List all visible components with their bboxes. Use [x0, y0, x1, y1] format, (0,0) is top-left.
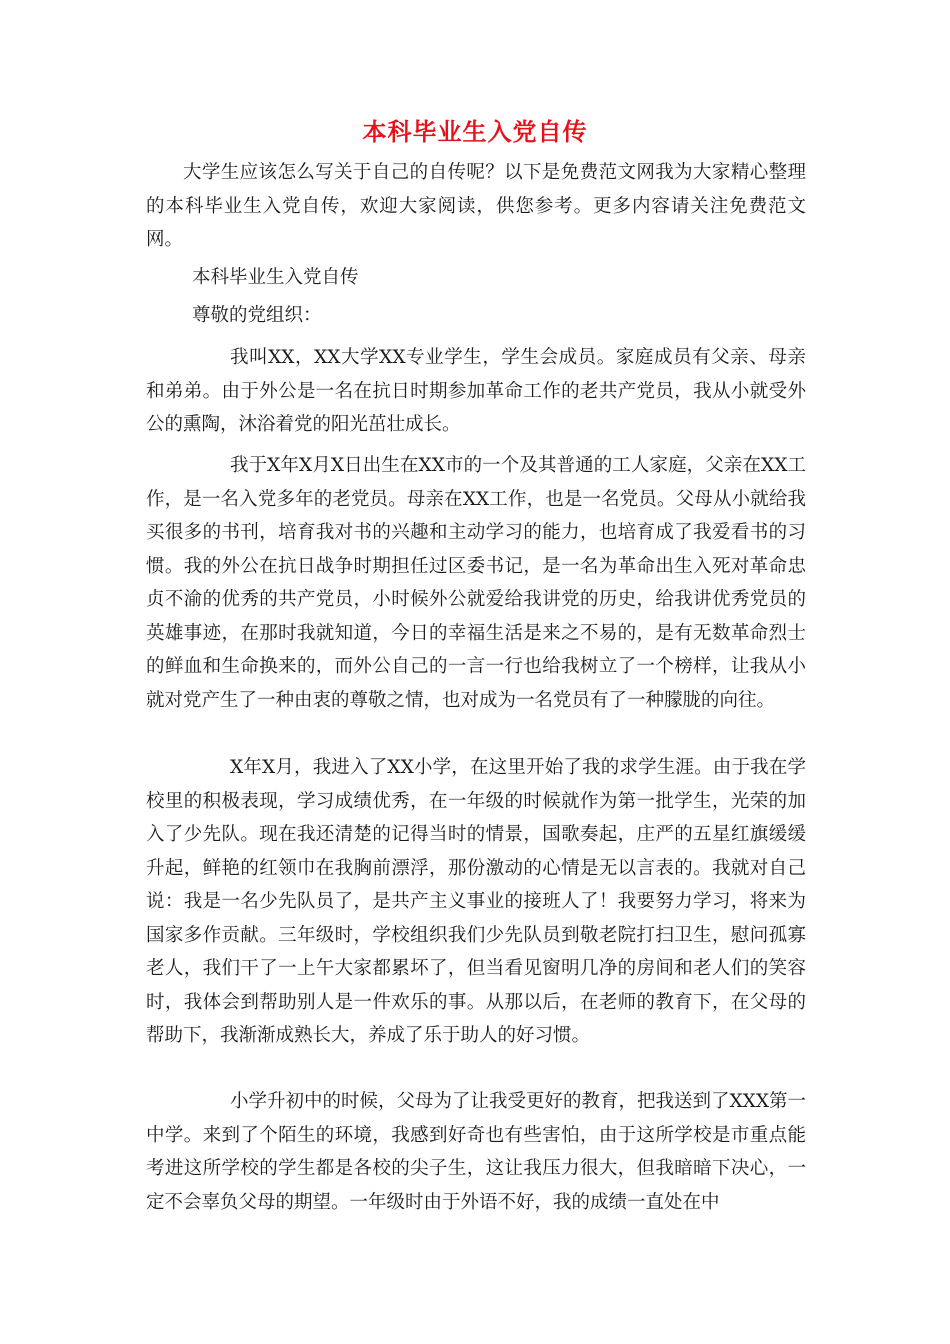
greeting-line: 尊敬的党组织：: [192, 305, 322, 326]
body-paragraph: 我于X年X月X日出生在XX市的一个及其普通的工人家庭，父亲在XX工作，是一名入党多年的老党员。母亲在XX工作，也是一名党员。父母从小就给我买很多的书刊，培育我对书的兴趣和主动学习的能力，也培育成了我爱看书的习惯。我的外公在抗日战争时期担任过区委书记，是一名为革命出生入死对革命忠贞不渝的优秀的共产党员，小时候外公就爱给我讲党的历史，给我讲优秀党员的英雄事迹，在那时我就知道，今日的幸福生活是来之不易的，是有无数革命烈士的鲜血和生命换来的，而外公自己的一言一行也给我树立了一个榜样，让我从小就对党产生了一种由衷的尊敬之情，也对成为一名党员有了一种朦胧的向往。: [146, 455, 806, 711]
body-paragraph: 小学升初中的时候，父母为了让我受更好的教育，把我送到了XXX第一中学。来到了个陌生的环境，我感到好奇也有些害怕，由于这所学校是市重点能考进这所学校的学生都是各校的尖子生，这让我压力很大，但我暗暗下决心，一定不会辜负父母的期望。一年级时由于外语不好，我的成绩一直处在中: [146, 1091, 807, 1213]
intro-paragraph: 大学生应该怎么写关于自己的自传呢？以下是免费范文网我为大家精心整理的本科毕业生入党自传，欢迎大家阅读，供您参考。更多内容请关注免费范文网。: [146, 162, 806, 250]
body-paragraph: X年X月，我进入了XX小学，在这里开始了我的求学生涯。由于我在学校里的积极表现，学习成绩优秀，在一年级的时候就作为第一批学生，光荣的加入了少先队。现在我还清楚的记得当时的情景，国歌奏起，庄严的五星红旗缓缓升起，鲜艳的红领巾在我胸前漂浮，那份激动的心情是无以言表的。我就对自己说：我是一名少先队员了，是共产主义事业的接班人了！我要努力学习，将来为国家多作贡献。三年级时，学校组织我们少先队员到敬老院打扫卫生，慰问孤寡老人，我们干了一上午大家都累坏了，但当看见窗明几净的房间和老人们的笑容时，我体会到帮助别人是一件欢乐的事。从那以后，在老师的教育下，在父母的帮助下，我渐渐成熟长大，养成了乐于助人的好习惯。: [146, 757, 806, 1046]
document-title: 本科毕业生入党自传: [362, 118, 588, 146]
body-paragraph: 我叫XX，XX大学XX专业学生，学生会成员。家庭成员有父亲、母亲和弟弟。由于外公是一名在抗日时期参加革命工作的老共产党员，我从小就受外公的熏陶，沐浴着党的阳光茁壮成长。: [146, 347, 806, 435]
section-subtitle: 本科毕业生入党自传: [192, 267, 359, 288]
